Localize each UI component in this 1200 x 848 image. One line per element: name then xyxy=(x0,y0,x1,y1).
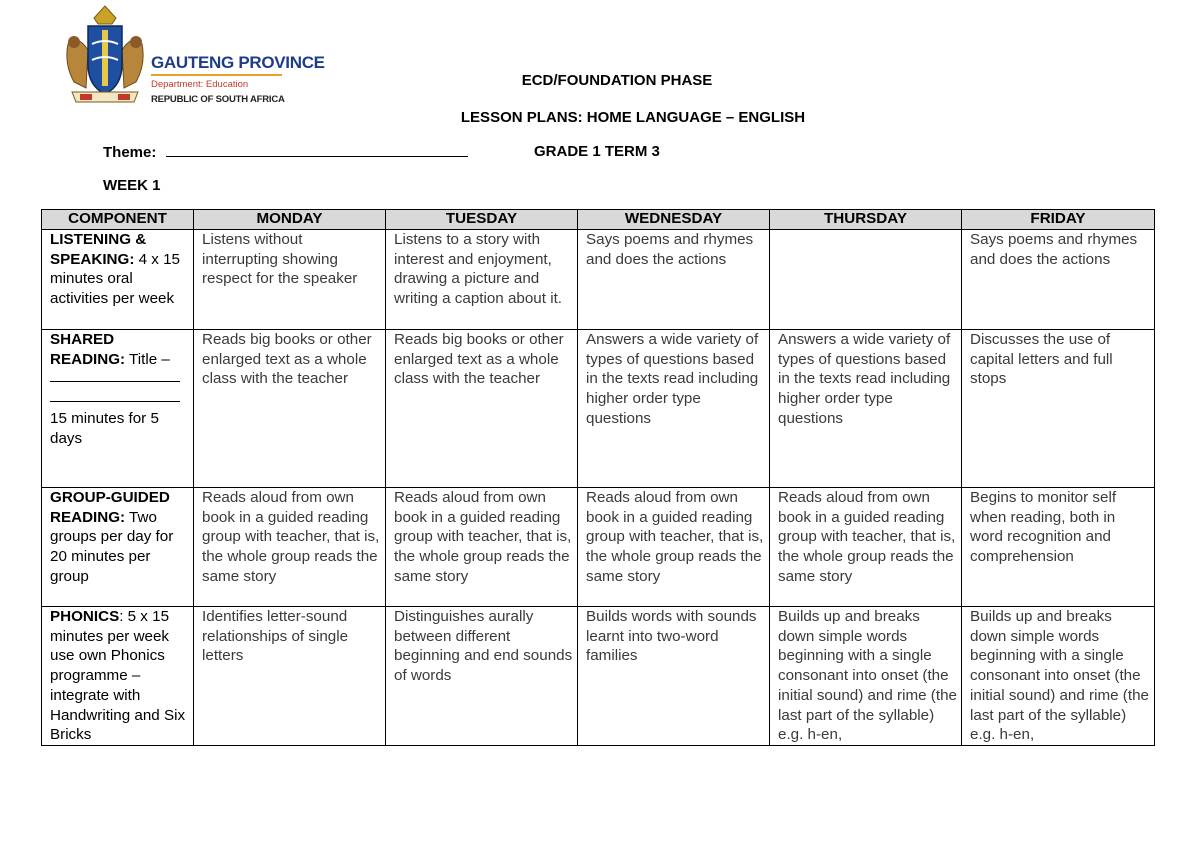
week-label: WEEK 1 xyxy=(103,177,161,194)
component-detail: : 5 x 15 minutes per week use own Phonics programme – integrate with Handwriting and Six Bricks xyxy=(50,608,186,744)
component-cell xyxy=(42,488,194,607)
component-title: GROUP-GUIDED READING: xyxy=(50,489,170,526)
gauteng-logo xyxy=(60,4,325,108)
title-blank-line xyxy=(50,389,180,402)
header-wednesday: WEDNESDAY xyxy=(578,210,770,230)
logo-country: REPUBLIC OF SOUTH AFRICA xyxy=(151,94,285,105)
day-cell: Reads big books or other enlarged text as a whole class with the teacher xyxy=(194,330,386,488)
day-cell: Says poems and rhymes and does the actions xyxy=(578,230,770,330)
day-cell: Reads aloud from own book in a guided reading group with teacher, that is, the whole group reads the same story xyxy=(770,488,962,607)
phase-heading: ECD/FOUNDATION PHASE xyxy=(521,72,713,89)
day-cell: Identifies letter-sound relationships of single letters xyxy=(194,607,386,746)
logo-department: Department: Education xyxy=(151,79,249,90)
table-row xyxy=(42,230,1155,330)
logo-title: GAUTENG PROVINCE xyxy=(151,53,325,72)
day-cell: Answers a wide variety of types of questions based in the texts read including higher order type questions xyxy=(770,330,962,488)
title-blank-line xyxy=(50,369,180,382)
header-monday: MONDAY xyxy=(194,210,386,230)
day-cell: Builds up and breaks down simple words beginning with a single consonant into onset (the initial sound) and rime (the last part of the syllable) e.g. h-en, xyxy=(770,607,962,746)
day-cell: Says poems and rhymes and does the actions xyxy=(962,230,1155,330)
table-row xyxy=(42,607,1155,746)
component-title: LISTENING & SPEAKING: xyxy=(50,231,147,268)
component-extra: 15 minutes for 5 days xyxy=(50,410,159,448)
header-thursday: THURSDAY xyxy=(770,210,962,230)
day-cell: Reads aloud from own book in a guided reading group with teacher, that is, the whole group reads the same story xyxy=(386,488,578,607)
day-cell: Begins to monitor self when reading, both in word recognition and comprehension xyxy=(962,488,1155,607)
header-component: COMPONENT xyxy=(42,210,194,230)
day-cell: Reads aloud from own book in a guided reading group with teacher, that is, the whole group reads the same story xyxy=(194,488,386,607)
component-cell xyxy=(42,230,194,330)
day-cell: Answers a wide variety of types of questions based in the texts read including higher order type questions xyxy=(578,330,770,488)
coat-of-arms-icon xyxy=(60,4,150,108)
day-cell: Reads big books or other enlarged text as a whole class with the teacher xyxy=(386,330,578,488)
theme-label: Theme: xyxy=(103,144,157,161)
component-cell xyxy=(42,607,194,746)
day-cell: Builds up and breaks down simple words beginning with a single consonant into onset (the initial sound) and rime (the last part of the syllable) e.g. h-en, xyxy=(962,607,1155,746)
day-cell: Builds words with sounds learnt into two-word families xyxy=(578,607,770,746)
lesson-plan-table xyxy=(41,209,1155,746)
table-header-row xyxy=(42,210,1155,230)
day-cell: Listens without interrupting showing respect for the speaker xyxy=(194,230,386,330)
day-cell: Listens to a story with interest and enjoyment, drawing a picture and writing a caption about it. xyxy=(386,230,578,330)
header-tuesday: TUESDAY xyxy=(386,210,578,230)
subject-heading: LESSON PLANS: HOME LANGUAGE – ENGLISH xyxy=(460,109,806,126)
component-cell xyxy=(42,330,194,488)
grade-term: GRADE 1 TERM 3 xyxy=(534,143,660,160)
component-detail: 4 x 15 minutes oral activities per week xyxy=(50,250,180,308)
day-cell: Discusses the use of capital letters and full stops xyxy=(962,330,1155,488)
component-title: SHARED READING: xyxy=(50,331,126,368)
day-cell xyxy=(770,230,962,330)
table-row xyxy=(42,488,1155,607)
day-cell: Distinguishes aurally between different beginning and end sounds of words xyxy=(386,607,578,746)
theme-blank-line xyxy=(166,143,468,157)
header-friday: FRIDAY xyxy=(962,210,1155,230)
component-detail: Title – xyxy=(125,350,170,368)
day-cell: Reads aloud from own book in a guided reading group with teacher, that is, the whole group reads the same story xyxy=(578,488,770,607)
component-detail: Two groups per day for 20 minutes per group xyxy=(50,508,174,585)
table-row xyxy=(42,330,1155,488)
theme-field xyxy=(103,143,468,161)
component-title: PHONICS xyxy=(50,608,120,625)
